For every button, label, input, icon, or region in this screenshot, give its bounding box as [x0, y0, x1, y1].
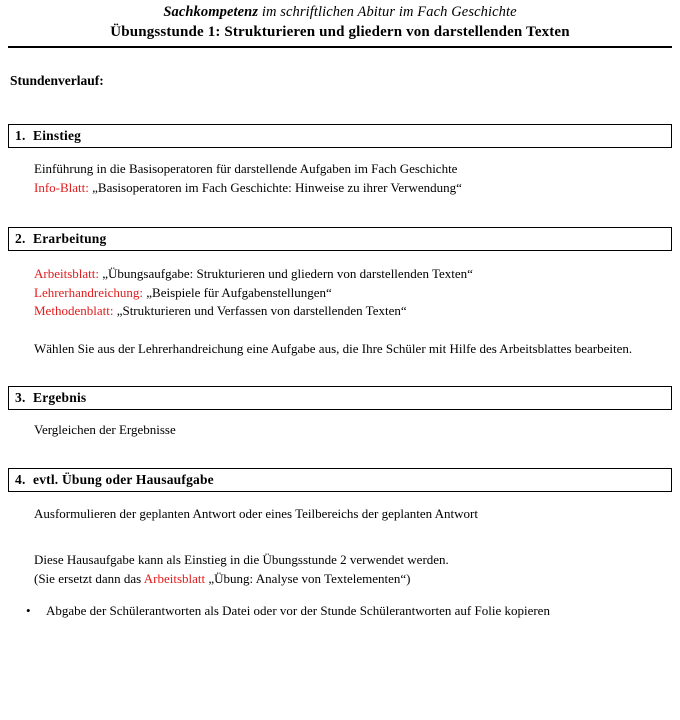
- section-body-3: [34, 421, 672, 440]
- section-4-line-1: [34, 505, 672, 524]
- page-title: Übungsstunde 1: Strukturieren und gliedern von darstellenden Texten: [110, 24, 570, 40]
- section-number-3: 3.: [15, 390, 26, 405]
- lesson-plan-label: Stundenverlauf:: [10, 73, 104, 88]
- section-4-note-suffix: „Übung: Analyse von Textelementen“): [205, 570, 411, 586]
- section-title-1: Einstieg: [33, 128, 82, 143]
- section-body-4: [26, 505, 672, 621]
- section-header-hausaufgabe: [8, 468, 672, 492]
- section-2-line-3: [34, 302, 672, 321]
- header-divider: [8, 46, 672, 48]
- section-title-3: Ergebnis: [33, 390, 87, 405]
- bullet-point-icon: •: [26, 603, 31, 618]
- section-1-line-2: [34, 179, 672, 198]
- material-label-lehrerhandreichung: Lehrerhandreichung:: [34, 284, 144, 300]
- material-label-methodenblatt: Methodenblatt:: [34, 303, 114, 318]
- section-2-line-1-text: „Übungsaufgabe: Strukturieren und gliedern von darstellenden Texten“: [99, 266, 473, 281]
- section-number-4: 4.: [15, 471, 26, 487]
- section-4-note-prefix: (Sie ersetzt dann das: [34, 570, 144, 586]
- section-number-1: 1.: [15, 128, 26, 143]
- document-subtitle-emphasis: Sachkompetenz: [163, 4, 259, 20]
- section-header-erarbeitung: [8, 227, 672, 251]
- section-1-line-2-text: „Basisoperatoren im Fach Geschichte: Hinweise zu ihrer Verwendung“: [88, 179, 462, 195]
- section-2-line-1: [34, 265, 672, 284]
- section-4-note-line-2: [34, 570, 634, 589]
- section-header-ergebnis: [8, 386, 672, 410]
- section-4-note: [34, 551, 634, 588]
- section-1-line-1: [34, 160, 672, 179]
- document-subtitle: [8, 3, 672, 22]
- section-2-paragraph: Wählen Sie aus der Lehrerhandreichung eine Aufgabe aus, die Ihre Schüler mit Hilfe des Arbeitsblattes bearbeiten.: [34, 340, 633, 356]
- material-label-arbeitsblatt: Arbeitsblatt:: [34, 266, 99, 281]
- list-item: [26, 602, 672, 621]
- material-label-arbeitsblatt-inline: Arbeitsblatt: [143, 570, 206, 586]
- section-body-1: [34, 160, 672, 197]
- section-4-line-1-text: Ausformulieren der geplanten Antwort oder eines Teilbereichs der geplanten Antwort: [34, 505, 478, 521]
- section-number-2: 2.: [15, 231, 26, 246]
- document-header: [8, 0, 672, 42]
- section-2-line-2-text: „Beispiele für Aufgabenstellungen“: [143, 284, 332, 300]
- section-header-einstieg: [8, 124, 672, 148]
- section-3-line-1-text: Vergleichen der Ergebnisse: [34, 422, 176, 437]
- section-body-2: [34, 265, 672, 358]
- section-2-line-2: [34, 284, 672, 303]
- section-title-2: Erarbeitung: [33, 231, 107, 246]
- section-title-4: evtl. Übung oder Hausaufgabe: [33, 471, 214, 487]
- section-1-line-1-text: Einführung in die Basisoperatoren für darstellende Aufgaben im Fach Geschichte: [34, 161, 458, 176]
- document-subtitle-rest: im schriftlichen Abitur im Fach Geschichte: [258, 4, 517, 20]
- material-label-info-blatt: Info-Blatt:: [34, 179, 89, 195]
- section-4-note-line-1: Diese Hausaufgabe kann als Einstieg in die Übungsstunde 2 verwendet werden.: [34, 552, 449, 567]
- bullet-item-text: Abgabe der Schülerantworten als Datei oder vor der Stunde Schülerantworten auf Folie kopieren: [46, 603, 550, 618]
- section-2-line-3-text: „Strukturieren und Verfassen von darstellenden Texten“: [113, 303, 407, 318]
- section-3-line-1: [34, 421, 672, 440]
